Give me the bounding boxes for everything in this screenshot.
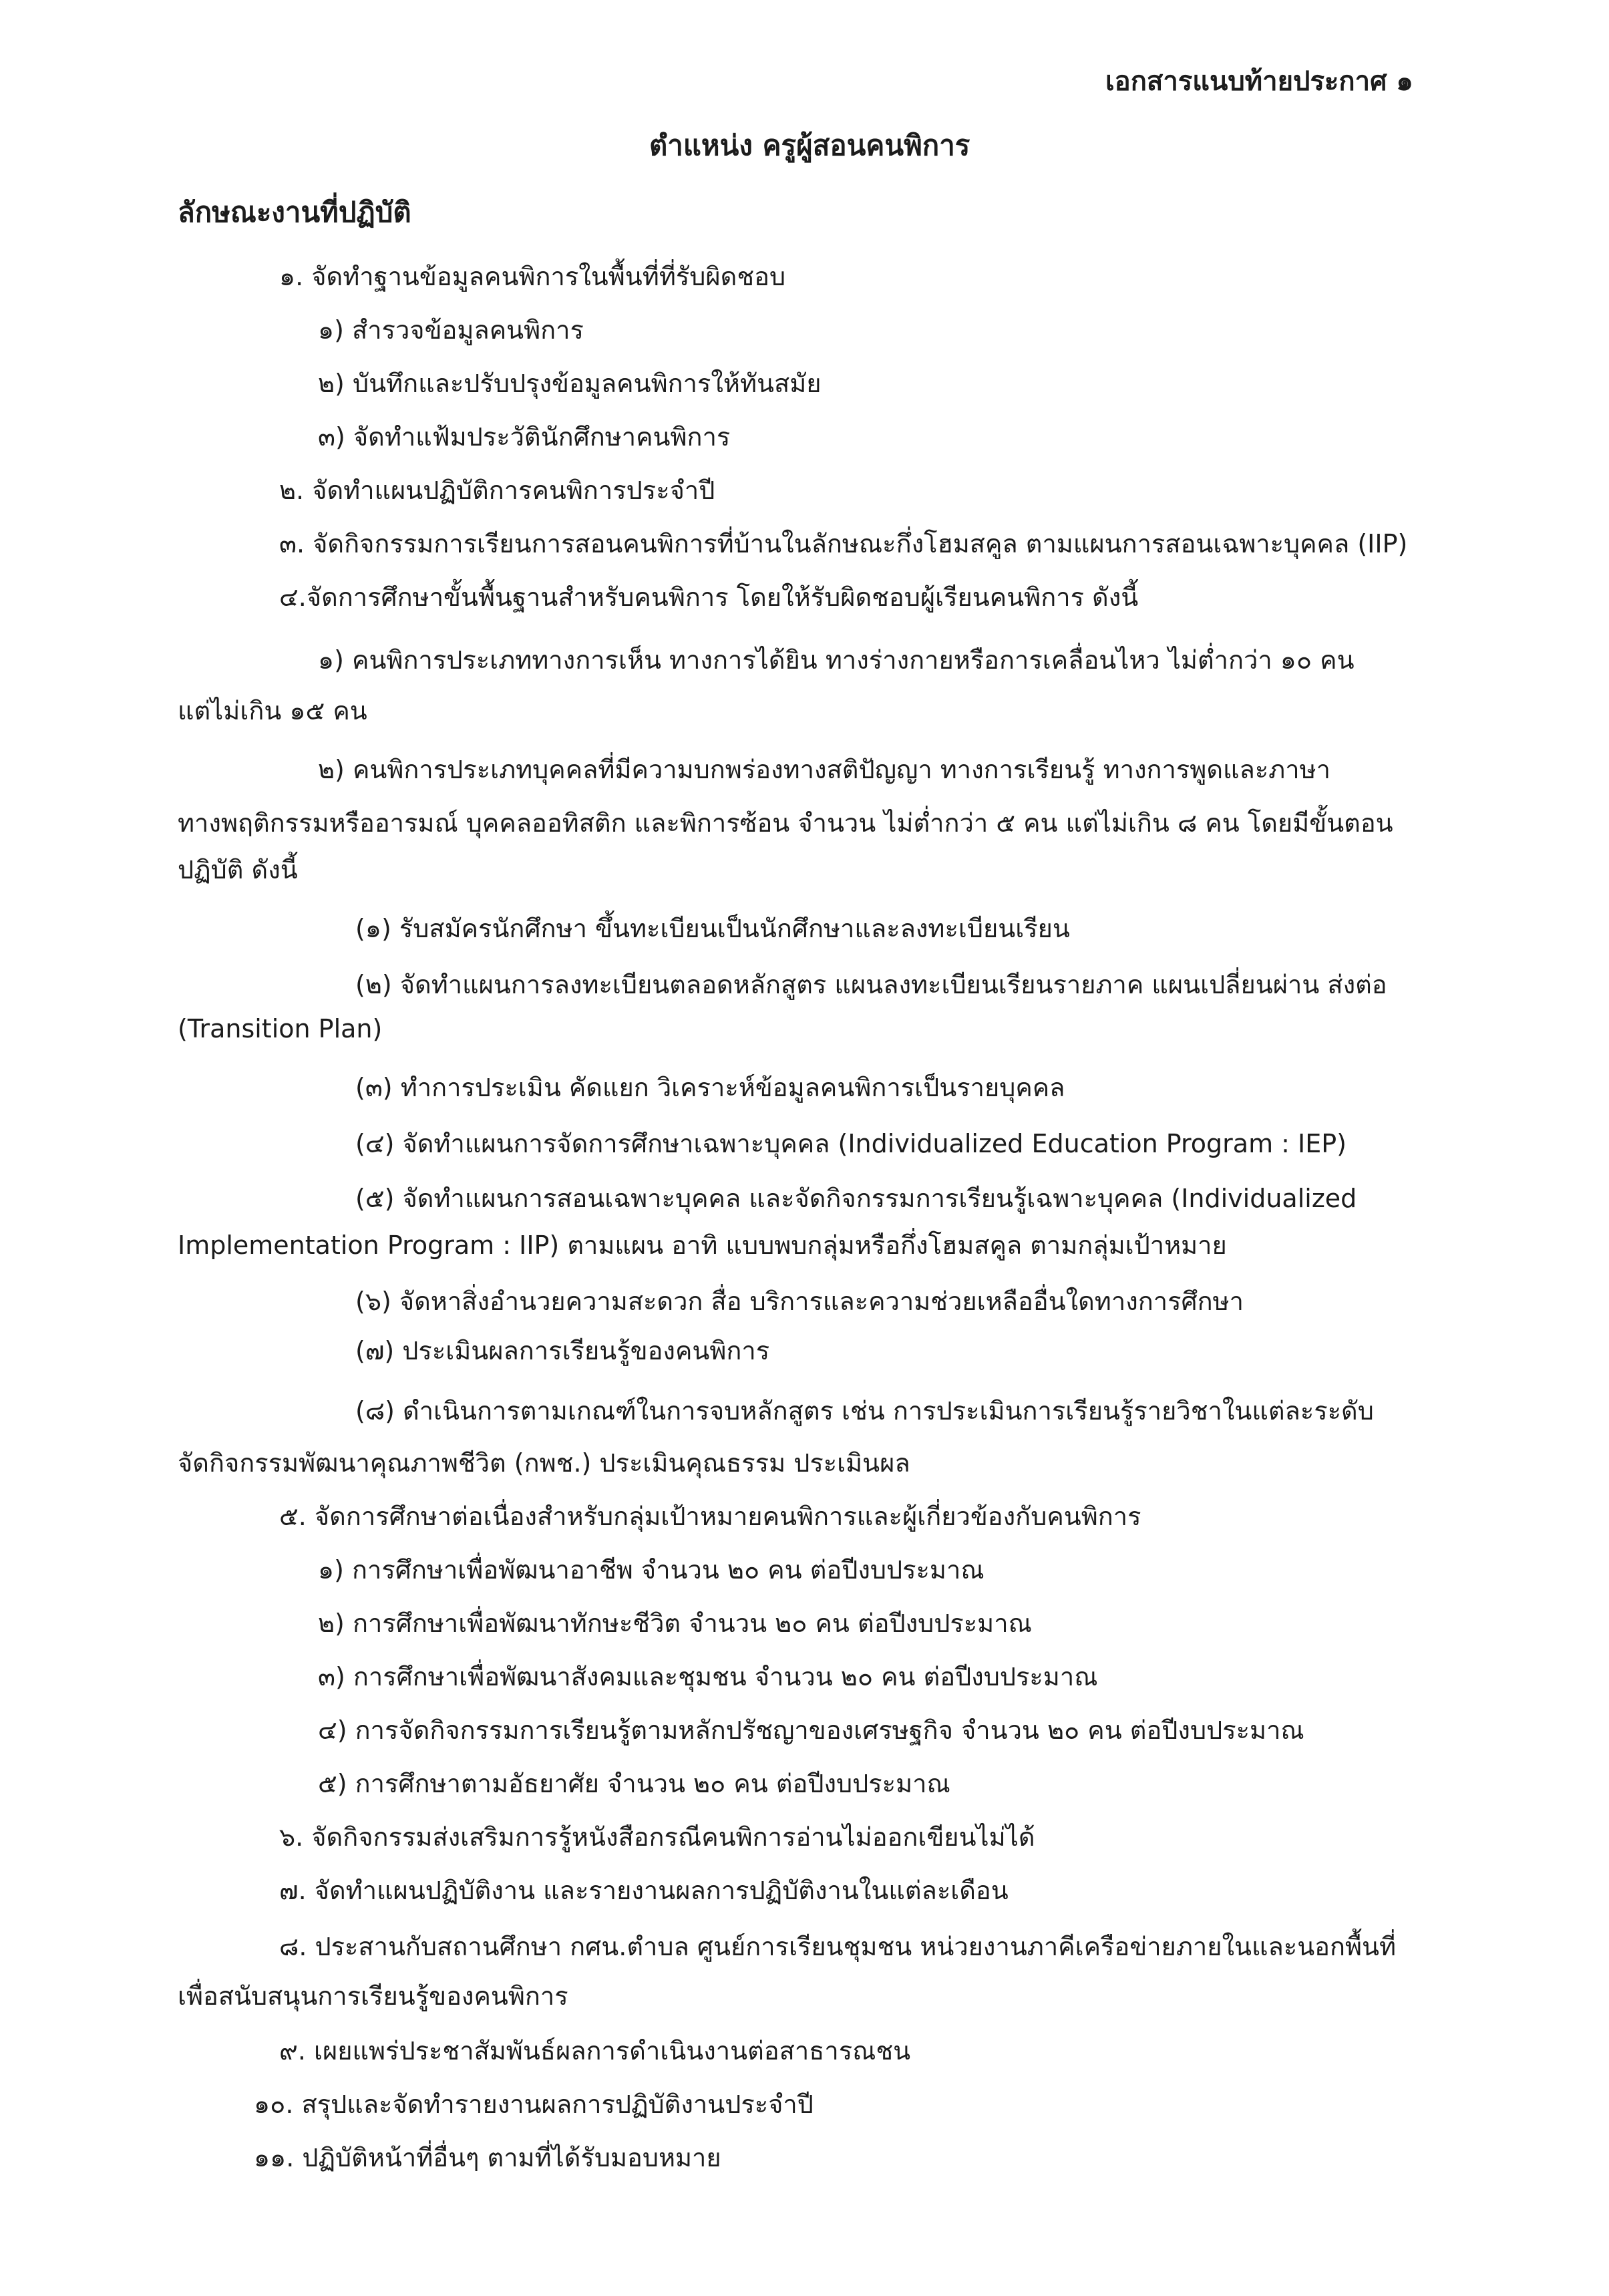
list-item: ๓) การศึกษาเพื่อพัฒนาสังคมและชุมชน จำนวน ๒๐ คน ต่อปีงบประมาณ [318,1662,1098,1691]
sub-list-item: (๕) จัดทำแผนการสอนเฉพาะบุคคล และจัดกิจกรรมการเรียนรู้เฉพาะบุคคล (Individualized [355,1184,1357,1213]
list-item: ๒) การศึกษาเพื่อพัฒนาทักษะชีวิต จำนวน ๒๐ คน ต่อปีงบประมาณ [318,1609,1032,1638]
list-item: ๑) การศึกษาเพื่อพัฒนาอาชีพ จำนวน ๒๐ คน ต่อปีงบประมาณ [318,1555,985,1585]
list-item: ๓) จัดทำแฟ้มประวัตินักศึกษาคนพิการ [318,422,731,452]
section-heading: ลักษณะงานที่ปฏิบัติ [178,196,411,228]
sub-list-item: (๓) ทำการประเมิน คัดแยก วิเคราะห์ข้อมูลคนพิการเป็นรายบุคคล [355,1073,1065,1102]
list-item-continuation: แต่ไม่เกิน ๑๕ คน [178,696,367,725]
sub-list-item: (๖) จัดหาสิ่งอำนวยความสะดวก สื่อ บริการและความช่วยเหลืออื่นใดทางการศึกษา [355,1287,1244,1316]
list-item: ๓. จัดกิจกรรมการเรียนการสอนคนพิการที่บ้านในลักษณะกึ่งโฮมสคูล ตามแผนการสอนเฉพาะบุคคล (IIP) [279,529,1408,558]
list-item: ๑) สำรวจข้อมูลคนพิการ [318,315,584,345]
list-item: ๑) คนพิการประเภททางการเห็น ทางการได้ยิน ทางร่างกายหรือการเคลื่อนไหว ไม่ต่ำกว่า ๑๐ คน [318,645,1355,675]
list-item: ๔) การจัดกิจกรรมการเรียนรู้ตามหลักปรัชญาของเศรษฐกิจ จำนวน ๒๐ คน ต่อปีงบประมาณ [318,1715,1304,1745]
page-title: ตำแหน่ง ครูผู้สอนคนพิการ [649,129,970,162]
sub-list-item: (๑) รับสมัครนักศึกษา ขึ้นทะเบียนเป็นนักศึกษาและลงทะเบียนเรียน [355,914,1070,943]
list-item-continuation: เพื่อสนับสนุนการเรียนรู้ของคนพิการ [178,1981,568,2011]
list-item: ๑. จัดทำฐานข้อมูลคนพิการในพื้นที่ที่รับผิดชอบ [279,262,786,291]
list-item: ๖. จัดกิจกรรมส่งเสริมการรู้หนังสือกรณีคนพิการอ่านไม่ออกเขียนไม่ได้ [279,1822,1035,1852]
header-reference: เอกสารแนบท้ายประกาศ ๑ [1105,66,1413,97]
list-item: ๔.จัดการศึกษาขั้นพื้นฐานสำหรับคนพิการ โดยให้รับผิดชอบผู้เรียนคนพิการ ดังนี้ [279,583,1139,612]
sub-list-item-continuation: Implementation Program : IIP) ตามแผน อาทิ แบบพบกลุ่มหรือกึ่งโฮมสคูล ตามกลุ่มเป้าหมาย [178,1231,1227,1260]
sub-list-item-continuation: จัดกิจกรรมพัฒนาคุณภาพชีวิต (กพช.) ประเมินคุณธรรม ประเมินผล [178,1448,910,1478]
list-item: ๗. จัดทำแผนปฏิบัติงาน และรายงานผลการปฏิบัติงานในแต่ละเดือน [279,1876,1009,1905]
list-item-continuation: ปฏิบัติ ดังนี้ [178,855,298,884]
sub-list-item: (๒) จัดทำแผนการลงทะเบียนตลอดหลักสูตร แผนลงทะเบียนเรียนรายภาค แผนเปลี่ยนผ่าน ส่งต่อ [355,970,1387,999]
list-item: ๑๐. สรุปและจัดทำรายงานผลการปฏิบัติงานประจำปี [254,2090,814,2119]
list-item: ๕. จัดการศึกษาต่อเนื่องสำหรับกลุ่มเป้าหมายคนพิการและผู้เกี่ยวข้องกับคนพิการ [279,1502,1141,1531]
list-item: ๙. เผยแพร่ประชาสัมพันธ์ผลการดำเนินงานต่อสาธารณชน [279,2036,911,2066]
list-item-continuation: ทางพฤติกรรมหรืออารมณ์ บุคคลออทิสติก และพิการซ้อน จำนวน ไม่ต่ำกว่า ๕ คน แต่ไม่เกิน ๘ คน โดยมีขั้นตอน [178,808,1393,838]
sub-list-item: (๔) จัดทำแผนการจัดการศึกษาเฉพาะบุคคล (Individualized Education Program : IEP) [355,1129,1347,1158]
list-item: ๒) คนพิการประเภทบุคคลที่มีความบกพร่องทางสติปัญญา ทางการเรียนรู้ ทางการพูดและภาษา [318,755,1330,784]
list-item: ๕) การศึกษาตามอัธยาศัย จำนวน ๒๐ คน ต่อปีงบประมาณ [318,1769,950,1798]
list-item: ๑๑. ปฏิบัติหน้าที่อื่นๆ ตามที่ได้รับมอบหมาย [254,2143,721,2172]
list-item: ๘. ประสานกับสถานศึกษา กศน.ตำบล ศูนย์การเรียนชุมชน หน่วยงานภาคีเครือข่ายภายในและนอกพื้นที่ [279,1932,1397,1961]
sub-list-item: (๗) ประเมินผลการเรียนรู้ของคนพิการ [355,1336,770,1365]
sub-list-item-continuation: (Transition Plan) [178,1014,383,1043]
list-item: ๒. จัดทำแผนปฏิบัติการคนพิการประจำปี [279,476,715,505]
sub-list-item: (๘) ดำเนินการตามเกณฑ์ในการจบหลักสูตร เช่น การประเมินการเรียนรู้รายวิชาในแต่ละระดับ [355,1396,1374,1426]
list-item: ๒) บันทึกและปรับปรุงข้อมูลคนพิการให้ทันสมัย [318,369,822,398]
